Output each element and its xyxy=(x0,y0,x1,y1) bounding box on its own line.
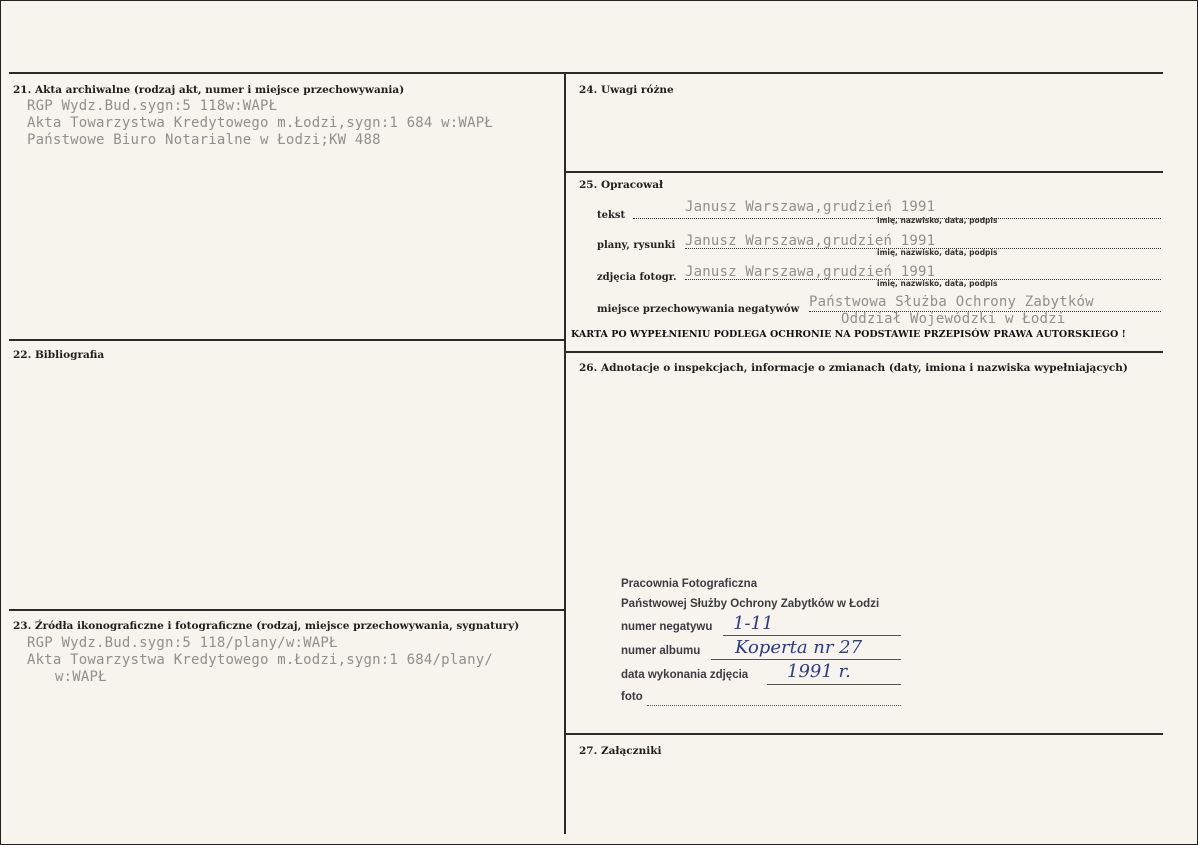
negatives-location-label: miejsce przechowywania negatywów xyxy=(597,304,800,315)
section-27-number: 27. xyxy=(579,745,598,757)
section-26-number: 26. xyxy=(579,362,598,374)
plans-author-hint: imię, nazwisko, data, podpis xyxy=(877,248,998,257)
stamp-album-label: numer albumu xyxy=(621,645,701,657)
photos-author-label: zdjęcia fotogr. xyxy=(597,272,677,283)
section-23-line-1: RGP Wydz.Bud.sygn:5 118/plany/w:WAPŁ xyxy=(27,635,338,651)
section-23-number: 23. xyxy=(13,620,32,632)
section-23-heading xyxy=(13,620,519,632)
stamp-foto-line xyxy=(647,705,901,706)
section-23-subtitle: (rodzaj, miejsce przechowywania, sygnatury) xyxy=(256,620,520,632)
section-23-line-3: w:WAPŁ xyxy=(55,669,107,685)
section-24-title: Uwagi różne xyxy=(600,84,674,96)
plans-author-label: plany, rysunki xyxy=(597,240,676,251)
section-21-line-1: RGP Wydz.Bud.sygn:5 118w:WAPŁ xyxy=(27,98,278,114)
copyright-notice: KARTA PO WYPEŁNIENIU PODLEGA OCHRONIE NA PODSTAWIE PRZEPISÓW PRAWA AUTORSKIEGO ! xyxy=(571,329,1126,340)
section-24-heading xyxy=(579,84,674,96)
section-21-heading xyxy=(13,84,404,96)
text-author-hint: imię, nazwisko, data, podpis xyxy=(877,216,998,225)
plans-author-value: Janusz Warszawa,grudzień 1991 xyxy=(685,233,936,249)
text-author-value: Janusz Warszawa,grudzień 1991 xyxy=(685,199,936,215)
rule-25-26 xyxy=(564,351,1163,353)
section-23-line-2: Akta Towarzystwa Kredytowego m.Łodzi,sygn:1 684/plany/ xyxy=(27,652,493,668)
section-26-title: Adnotacje o inspekcjach, informacje o zmianach xyxy=(600,362,886,374)
negatives-location-value-2: Oddział Wojewódzki w Łodzi xyxy=(841,311,1066,327)
section-24-number: 24. xyxy=(579,84,598,96)
section-21-subtitle: (rodzaj akt, numer i miejsce przechowywania) xyxy=(133,84,405,96)
photos-author-value: Janusz Warszawa,grudzień 1991 xyxy=(685,264,936,280)
section-22-number: 22. xyxy=(13,349,32,361)
section-26-subtitle: (daty, imiona i nazwiska wypełniających) xyxy=(888,362,1128,374)
stamp-date-value: 1991 r. xyxy=(787,661,851,682)
rule-26-27 xyxy=(564,733,1163,735)
section-25-number: 25. xyxy=(579,179,598,191)
stamp-date-line xyxy=(767,684,901,685)
section-23-title: Źródła ikonograficzne i fotograficzne xyxy=(34,620,253,632)
photo-stamp-line-2: Państwowej Służby Ochrony Zabytków w Łodzi xyxy=(621,598,880,610)
rule-22-23 xyxy=(9,609,566,611)
rule-24-25 xyxy=(564,171,1163,173)
section-25-title: Opracował xyxy=(600,179,664,191)
section-27-title: Załączniki xyxy=(600,745,662,757)
section-22-title: Bibliografia xyxy=(34,349,105,361)
stamp-foto-label: foto xyxy=(621,691,643,703)
text-author-label: tekst xyxy=(597,210,626,221)
stamp-negative-label: numer negatywu xyxy=(621,621,713,633)
photo-stamp-line-1: Pracownia Fotograficzna xyxy=(621,578,758,590)
section-21-line-2: Akta Towarzystwa Kredytowego m.Łodzi,sygn:1 684 w:WAPŁ xyxy=(27,115,493,131)
stamp-negative-value: 1-11 xyxy=(733,613,774,634)
section-21-line-3: Państwowe Biuro Notarialne w Łodzi;KW 488 xyxy=(27,132,381,148)
rule-21-22 xyxy=(9,339,566,341)
stamp-date-label: data wykonania zdjęcia xyxy=(621,669,749,681)
negatives-location-value-1: Państwowa Służba Ochrony Zabytków xyxy=(809,294,1094,310)
section-25-heading xyxy=(579,179,663,191)
section-26-heading xyxy=(579,362,1128,374)
top-rule xyxy=(9,72,1163,74)
section-21-number: 21. xyxy=(13,84,32,96)
stamp-negative-line xyxy=(723,635,901,636)
stamp-album-value: Koperta nr 27 xyxy=(735,637,863,658)
stamp-album-line xyxy=(711,659,901,660)
center-divider xyxy=(564,72,566,834)
section-22-heading xyxy=(13,349,104,361)
section-21-title: Akta archiwalne xyxy=(34,84,131,96)
photos-author-hint: imię, nazwisko, data, podpis xyxy=(877,279,998,288)
section-27-heading xyxy=(579,745,662,757)
